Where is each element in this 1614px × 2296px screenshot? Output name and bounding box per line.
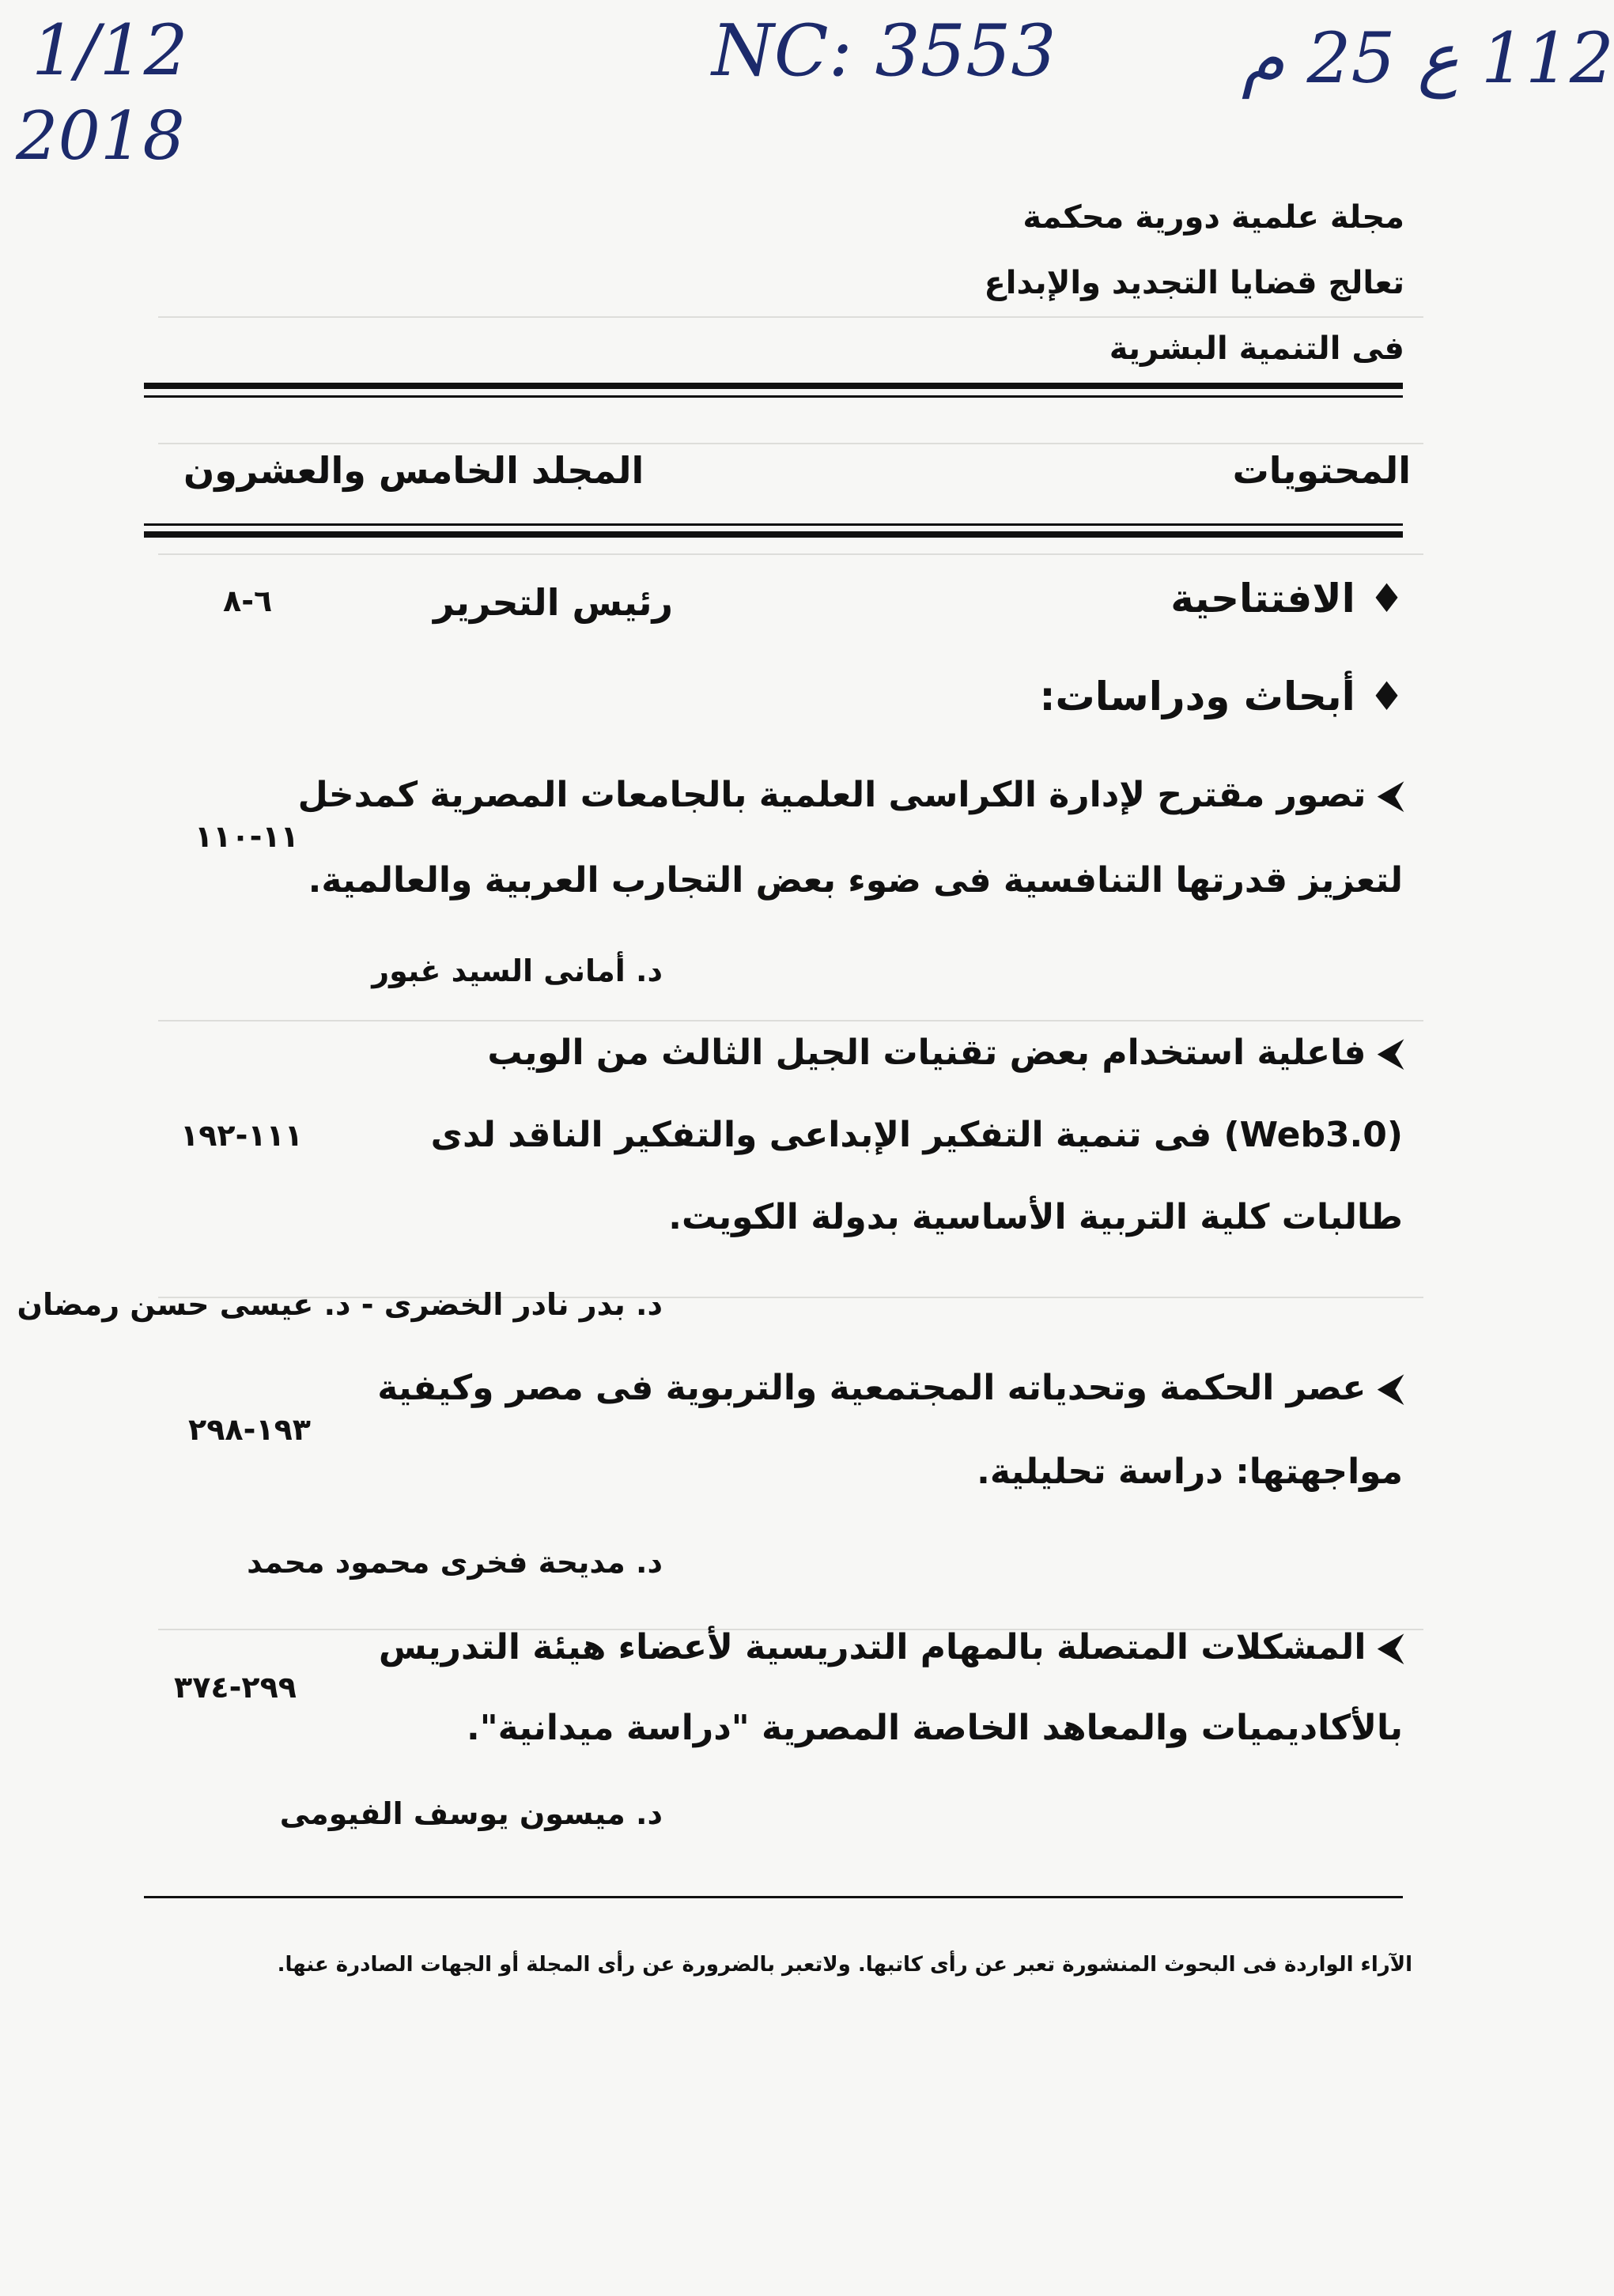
article-1-title-line-1: ⮜ تصور مقترح لإدارة الكراسى العلمية بالجامعات المصرية كمدخل [297,775,1403,815]
article-2-pages: ١١١-١٩٢ [180,1118,303,1153]
volume-label: المجلد الخامس والعشرون [183,449,644,492]
footer-disclaimer: الآراء الواردة فى البحوث المنشورة تعبر عن رأى كاتبها. ولاتعبر بالضرورة عن رأى المجلة أو الجهات الصادرة عنها. [277,1953,1412,1977]
journal-tagline-1: مجلة علمية دورية محكمة [1022,199,1404,236]
article-4-title-line-1: ⮜ المشكلات المتصلة بالمهام التدريسية لأعضاء هيئة التدريس [378,1627,1403,1667]
article-2-authors: د. بدر نادر الخضرى - د. عيسى حسن رمضان [17,1287,663,1322]
article-1-title-line-2: لتعزيز قدرتها التنافسية فى ضوء بعض التجارب العربية والعالمية. [308,860,1403,901]
article-2-title-line-2: (Web3.0) فى تنمية التفكير الإبداعى والتفكير الناقد لدى [430,1115,1403,1155]
chevron-left-icon: ⮜ [1378,1627,1403,1667]
editorial-pages: ٦-٨ [223,583,273,618]
chevron-left-icon: ⮜ [1378,1368,1403,1408]
article-2-title-line-3: طالبات كلية التربية الأساسية بدولة الكويت. [668,1197,1403,1237]
diamond-bullet-icon: ♦ [1369,674,1404,719]
article-2-title-line-1: ⮜ فاعلية استخدام بعض تقنيات الجيل الثالث من الويب [487,1033,1403,1073]
middle-rule-thick [144,531,1403,538]
editorial-by: رئيس التحرير [433,581,674,624]
article-4-title-line-2: بالأكاديميات والمعاهد الخاصة المصرية "دراسة ميدانية". [467,1708,1403,1748]
research-title: أبحاث ودراسات: [1039,674,1355,719]
article-3-author: د. مديحة فخرى محمود محمد [247,1545,663,1580]
handwritten-catalog-number: NC: 3553 [712,9,1056,93]
contents-label: المحتويات [1232,449,1411,492]
journal-tagline-2: تعالج قضايا التجديد والإبداع [984,265,1404,301]
bleed-through-line [158,553,1423,555]
editorial-heading [1170,576,1404,621]
chevron-left-icon: ⮜ [1378,775,1403,815]
research-heading [1040,674,1404,719]
article-3-title-line-2: مواجهتها: دراسة تحليلية. [977,1452,1403,1492]
article-4-pages: ٢٩٩-٣٧٤ [174,1670,297,1705]
diamond-bullet-icon: ♦ [1369,576,1404,621]
handwritten-date-day: 1/12 [32,9,188,91]
journal-tagline-3: فى التنمية البشرية [1109,330,1404,367]
handwritten-issue-note: 112 ع 25 م [1242,17,1614,99]
middle-rule-thin [144,523,1403,526]
editorial-title: الافتتاحية [1170,576,1355,621]
chevron-left-icon: ⮜ [1378,1033,1403,1073]
top-rule-thick [144,383,1403,389]
bleed-through-line [158,316,1423,318]
bleed-through-line [158,1020,1423,1021]
top-rule-thin [144,395,1403,398]
article-1-pages: ١١-١١٠ [195,819,299,854]
article-3-pages: ١٩٣-٢٩٨ [188,1412,311,1447]
article-4-author: د. ميسون يوسف الفيومى [279,1796,663,1831]
bottom-rule [144,1896,1403,1898]
handwritten-date-year: 2018 [16,97,185,175]
article-1-author: د. أمانى السيد غبور [372,954,663,988]
article-3-title-line-1: ⮜ عصر الحكمة وتحدياته المجتمعية والتربوية فى مصر وكيفية [377,1368,1403,1408]
bleed-through-line [158,443,1423,444]
